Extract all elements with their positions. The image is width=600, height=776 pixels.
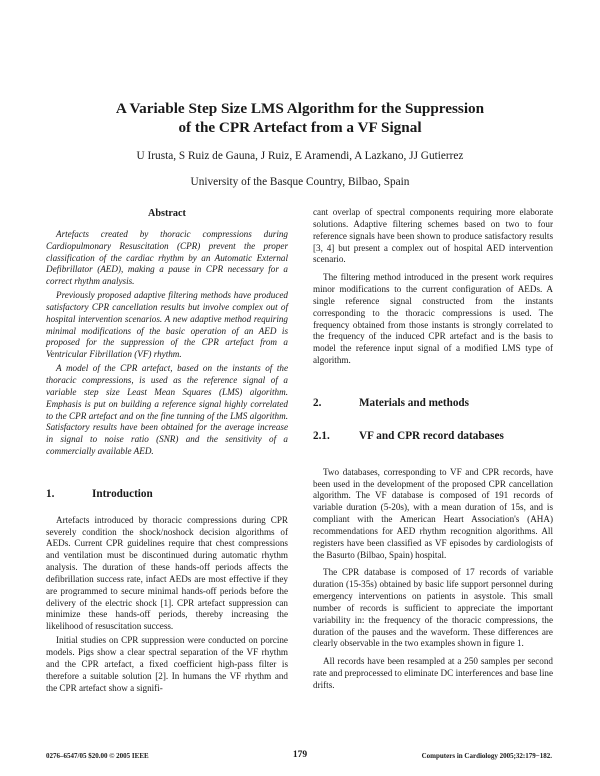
abstract-paragraph: Previously proposed adaptive filtering methods have produced satisfactory CPR cancellation results but involve complex out of hospital intervention scenarios. A new adaptive method requiring minimal modifications of the basic operation of an AED is proposed for the suppression of the CPR artefact from a Ventricular Fibrillation (VF) rhythm. bbox=[46, 290, 288, 360]
section-heading-methods bbox=[313, 398, 553, 410]
footer-copyright: 0276–6547/05 $20.00 © 2005 IEEE bbox=[46, 752, 149, 760]
abstract-paragraph: Artefacts created by thoracic compressions during Cardiopulmonary Resuscitation (CPR) prevent the proper classification of the cardiac rhythm by an Automatic External Defibrillator (AED), making a pause in CPR necessary for a correct rhythm analysis. bbox=[46, 228, 288, 287]
body-paragraph: Initial studies on CPR suppression were conducted on porcine models. Pigs show a clear spectral separation of the VF rhythm and the CPR artefact, a fixed coefficient high-pass filter is therefore a suitable solution [2]. In humans the VF rhythm and the CPR artefact show a signifi- bbox=[46, 635, 288, 693]
body-paragraph: Artefacts introduced by thoracic compressions during CPR severely condition the shock/noshock decision algorithms of AEDs. Current CPR guidelines require that chest compressions and ventilation must be discontinued during automatic rhythm analysis. The duration of these hands-off periods affects the defibrillation success rate, infact AEDs are most effective if they are programmed to secure minimal hands-off periods before the delivery of the electric shock [1]. CPR artefact suppression can minimize these hands-off periods, thereby increasing the likelihood of resuscitation success. bbox=[46, 514, 288, 632]
title-line-1: A Variable Step Size LMS Algorithm for the Suppression bbox=[115, 100, 485, 117]
footer-citation: Computers in Cardiology 2005;32:179−182. bbox=[421, 752, 552, 760]
section-heading-introduction bbox=[46, 489, 288, 501]
right-column bbox=[313, 207, 553, 692]
subsection-number: 2.1. bbox=[313, 429, 330, 442]
section-title: Introduction bbox=[92, 487, 153, 500]
body-paragraph: The filtering method introduced in the present work requires minor modifications to the current configuration of AEDs. A single reference signal constructed from the instants corresponding to the thoracic compressions is used. The frequency obtained from those instants is strongly correlated to the frequency of the induced CPR artefact and is the basis to model the reference input signal of a modified LMS type of algorithm. bbox=[313, 272, 553, 366]
page-number: 179 bbox=[292, 750, 308, 760]
section-title: Materials and methods bbox=[359, 396, 470, 409]
section-number: 1. bbox=[46, 487, 55, 500]
abstract-paragraph: A model of the CPR artefact, based on the instants of the thoracic compressions, is used as the reference signal of a variable step size Least Mean Squares (LMS) algorithm. Emphasis is put on building a reference signal highly correlated to the CPR artefact and on the fine tunning of the LMS algorithm. Satisfactory results have been obtained for the average increase in signal to noise ratio (SNR) and the sensitivity of a commercially available AED. bbox=[46, 363, 288, 457]
authors: U Irusta, S Ruiz de Gauna, J Ruiz, E Aramendi, A Lazkano, JJ Gutierrez bbox=[136, 150, 464, 162]
title-line-2: of the CPR Artefact from a VF Signal bbox=[178, 119, 422, 136]
body-paragraph: The CPR database is composed of 17 records of variable duration (15-35s) obtained by basic life support personnel during emergency interventions on patients in asystole. This small number of records is sufficient to appreciate the important variability in: the frequency of the thoracic compressions, the duration of the pauses and the waveform. These differences are clearly observable in the two examples shown in figure 1. bbox=[313, 567, 553, 649]
body-paragraph: Two databases, corresponding to VF and CPR records, have been used in the development of the proposed CPR cancellation algorithm. The VF database is composed of 191 records of variable duration (5-20s), with a mean duration of 15s, and is compliant with the American Heart Association's (AHA) recommendations for AED rhythm recognition algorithms. All registers have been classified as VF episodes by cardiologists of the Basurto (Bilbao, Spain) hospital. bbox=[313, 466, 553, 560]
affiliation: University of the Basque Country, Bilbao, Spain bbox=[190, 176, 410, 188]
abstract-heading: Abstract bbox=[148, 208, 186, 219]
subsection-heading-databases bbox=[313, 431, 553, 443]
left-column bbox=[46, 208, 288, 694]
body-paragraph: All records have been resampled at a 250 samples per second rate and preprocessed to eliminate DC interferences and base line drifts. bbox=[313, 656, 553, 690]
section-number: 2. bbox=[313, 396, 322, 409]
paper-title bbox=[0, 99, 600, 137]
subsection-title: VF and CPR record databases bbox=[359, 429, 504, 442]
body-paragraph: cant overlap of spectral components requiring more elaborate solutions. Adaptive filtering schemes based on two to four reference signals have been shown to produce satisfactory results [3, 4] but present a complex out of hospital AED intervention scenario. bbox=[313, 207, 553, 265]
abstract-section bbox=[46, 208, 288, 458]
